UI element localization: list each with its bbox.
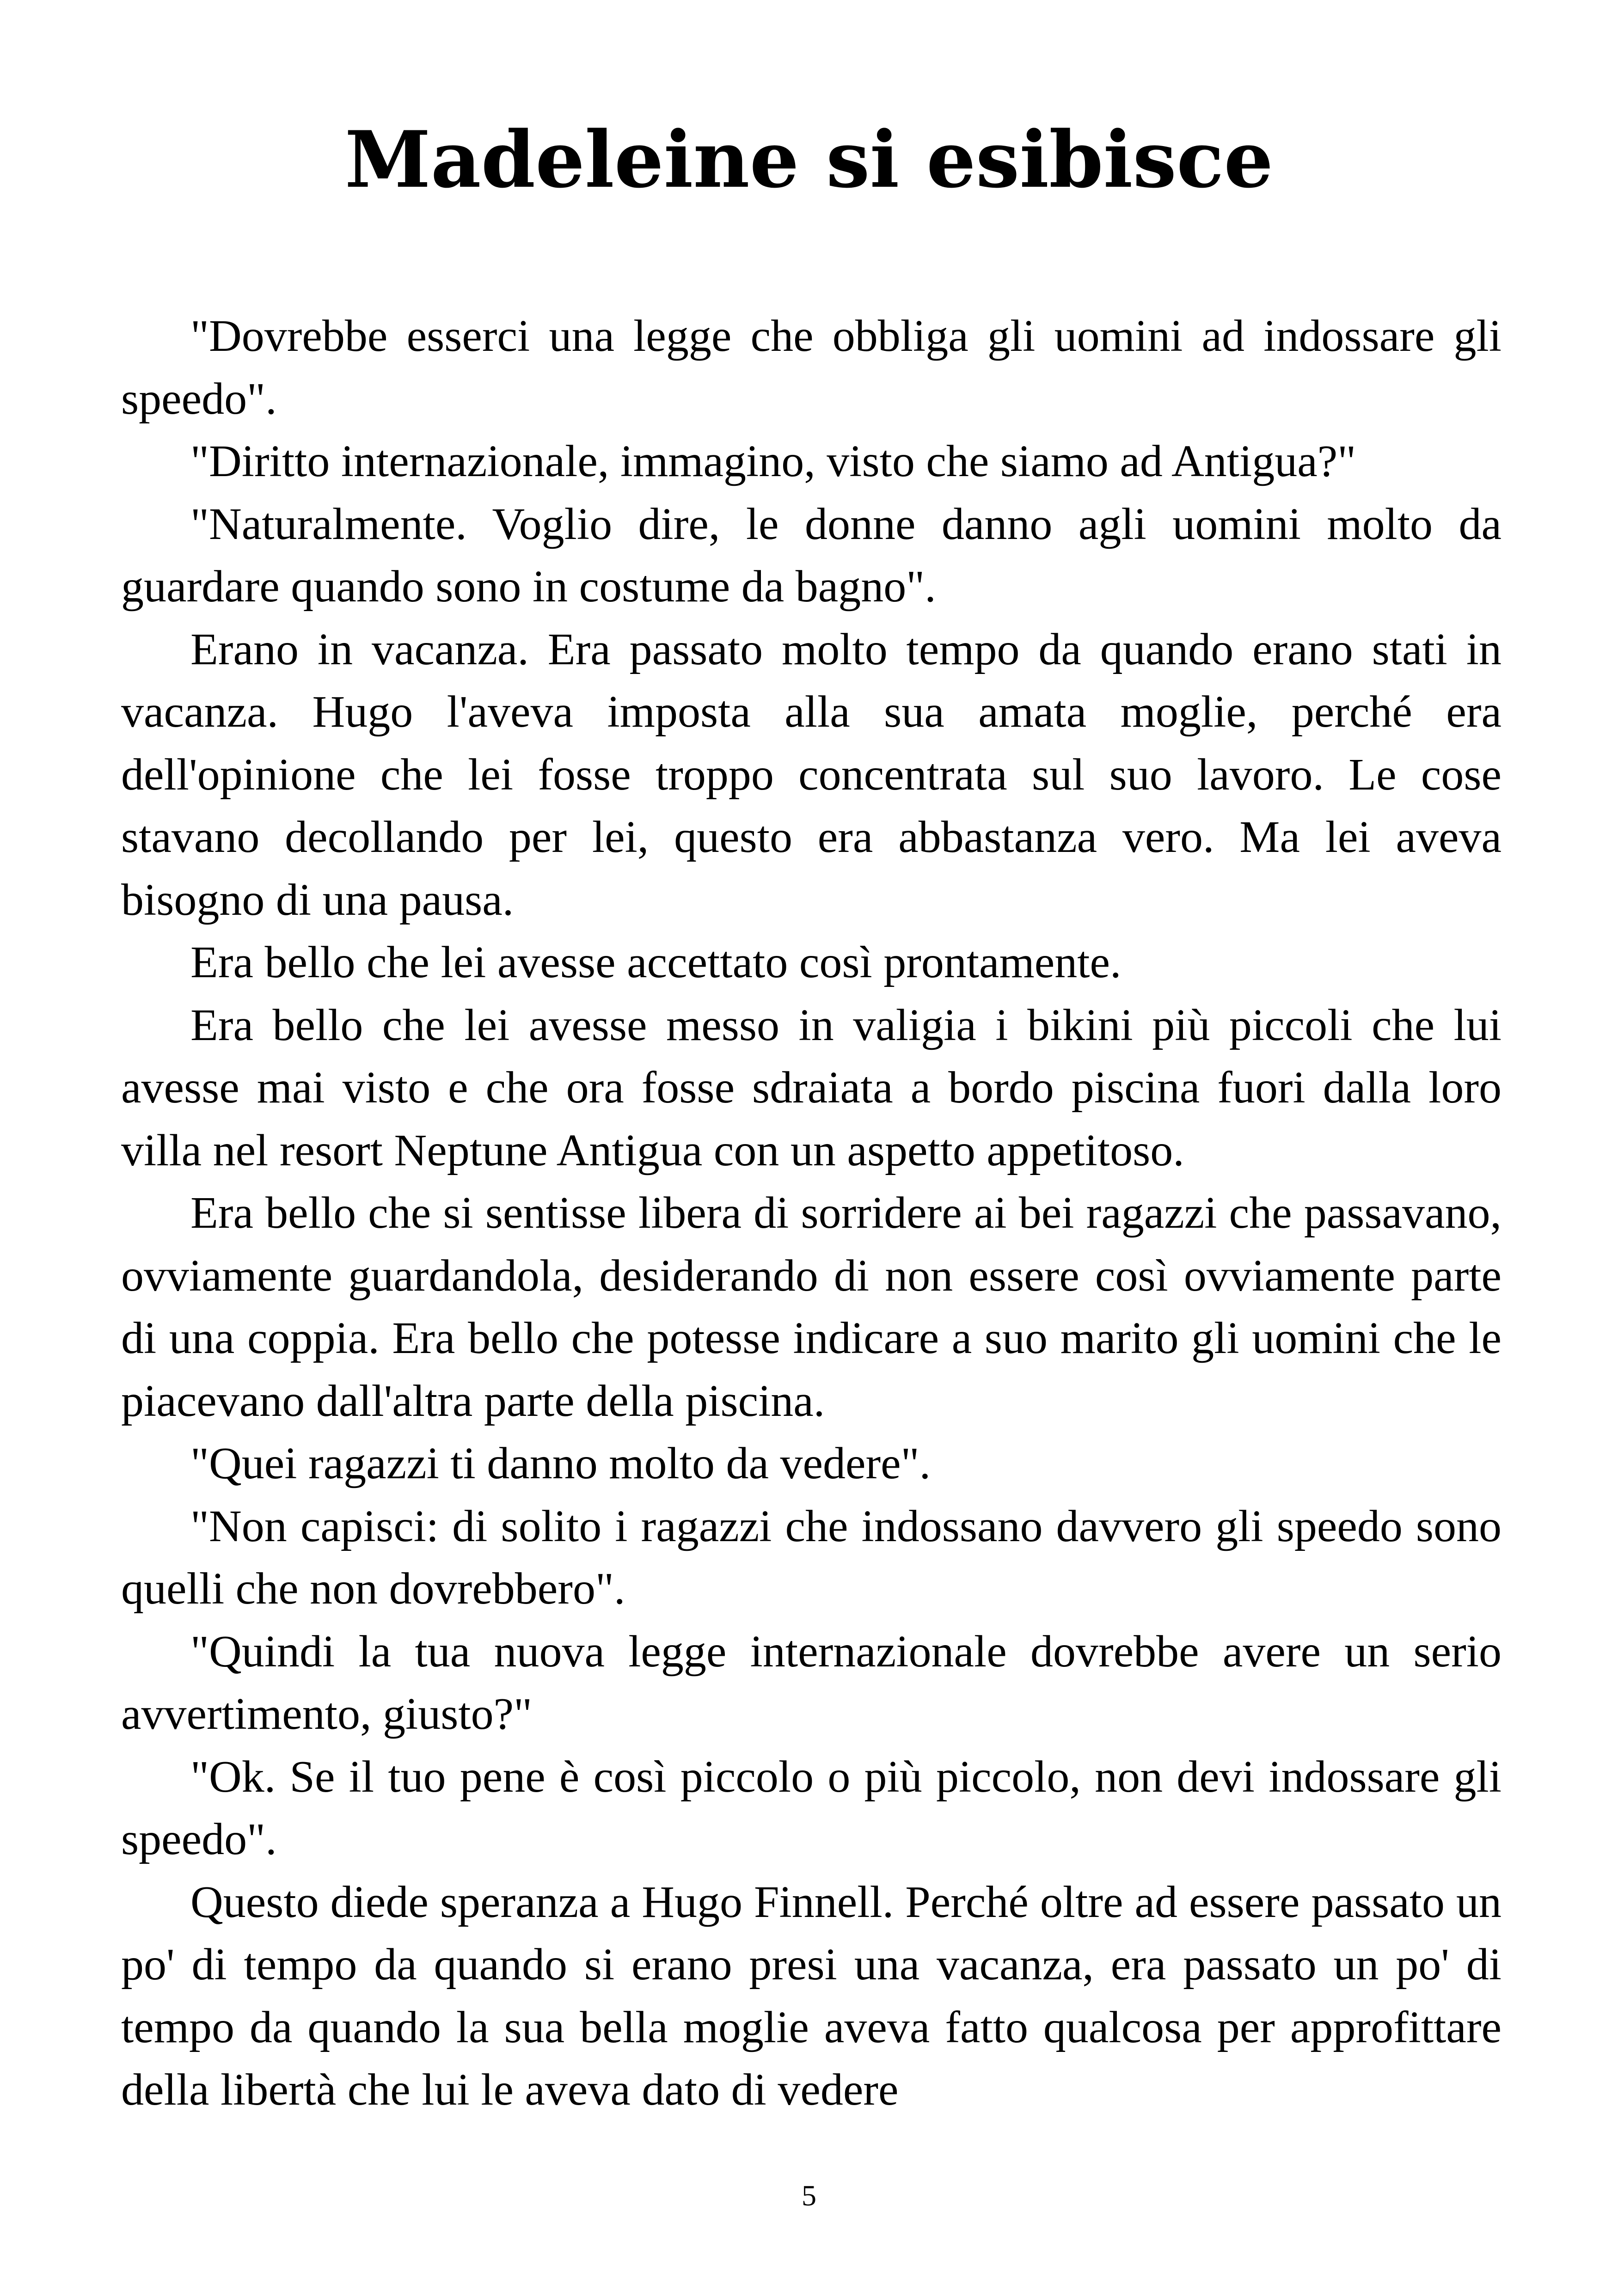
body-text (121, 305, 1502, 2122)
chapter-title: Madeleine si esibisce (344, 114, 1274, 205)
paragraph: "Naturalmente. Voglio dire, le donne danno agli uomini molto da guardare quando sono in costume da bagno". (121, 499, 1502, 612)
page-number: 5 (802, 2179, 816, 2212)
paragraph: "Ok. Se il tuo pene è così piccolo o più piccolo, non devi indossare gli speedo". (121, 1751, 1502, 1864)
paragraph: Erano in vacanza. Era passato molto tempo da quando erano stati in vacanza. Hugo l'aveva imposta alla sua amata moglie, perché era dell'opinione che lei fosse troppo concentrata sul suo lavoro. Le cose stavano decollando per lei, questo era abbastanza vero. Ma lei aveva bisogno di una pausa. (121, 624, 1502, 925)
paragraph: Questo diede speranza a Hugo Finnell. Perché oltre ad essere passato un po' di tempo da quando si erano presi una vacanza, era passato un po' di tempo da quando la sua bella moglie aveva fatto qualcosa per approfittare della libertà che lui le aveva dato di vedere (121, 1877, 1502, 2115)
paragraph: "Quei ragazzi ti danno molto da vedere". (190, 1439, 931, 1488)
paragraph: "Dovrebbe esserci una legge che obbliga gli uomini ad indossare gli speedo". (121, 311, 1502, 424)
paragraph: Era bello che lei avesse messo in valigia i bikini più piccoli che lui avesse mai visto e che ora fosse sdraiata a bordo piscina fuori dalla loro villa nel resort Neptune Antigua con un aspetto appetitoso. (121, 1000, 1502, 1176)
paragraph: Era bello che si sentisse libera di sorridere ai bei ragazzi che passavano, ovviamente guardandola, desiderando di non essere così ovviamente parte di una coppia. Era bello che potesse indicare a suo marito gli uomini che le piacevano dall'altra parte della piscina. (121, 1188, 1502, 1426)
paragraph: "Quindi la tua nuova legge internazionale dovrebbe avere un serio avvertimento, giusto?" (121, 1626, 1502, 1739)
paragraph: "Non capisci: di solito i ragazzi che indossano davvero gli speedo sono quelli che non dovrebbero". (121, 1501, 1502, 1614)
paragraph: "Diritto internazionale, immagino, visto che siamo ad Antigua?" (190, 436, 1356, 486)
paragraph: Era bello che lei avesse accettato così prontamente. (190, 937, 1122, 987)
